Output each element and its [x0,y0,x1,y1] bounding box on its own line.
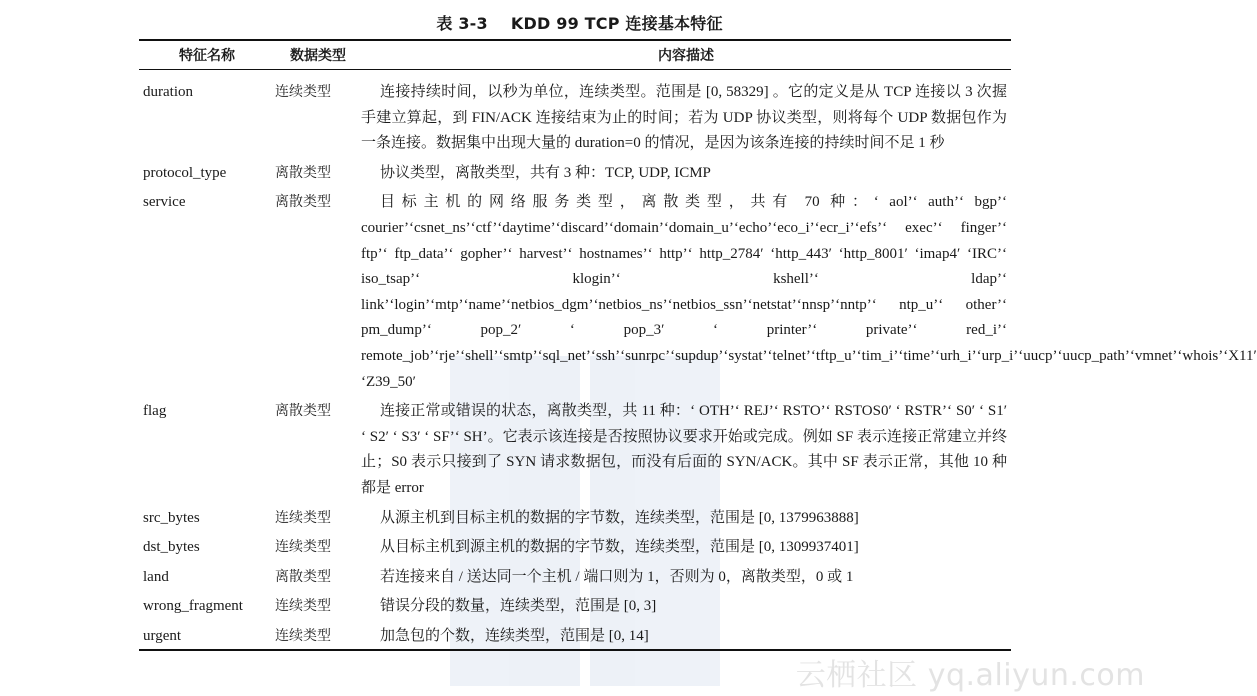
feature-name-cell: land [143,568,169,585]
description-cell [361,70,1011,157]
description-text: 协议类型，离散类型，共有 3 种：TCP, UDP, ICMP [380,164,711,181]
table-row [139,186,1011,395]
site-watermark: 云栖社区 yq.aliyun.com [795,658,1145,693]
table-row [139,561,1011,591]
data-type-cell: 离散类型 [275,568,331,585]
feature-name-cell: src_bytes [143,509,200,526]
table-row [139,395,1011,501]
header-feature-name: 特征名称 [179,48,235,64]
data-type-cell: 连续类型 [275,84,331,100]
data-type-cell: 连续类型 [275,509,331,526]
description-text: 若连接来自 / 送达同一个主机 / 端口则为 1，否则为 0，离散类型，0 或 1 [380,568,854,585]
description-text: 连接正常或错误的状态，离散类型，共 11 种：‘ OTH’‘ REJ’‘ RSTO’‘ RSTOS0′ ‘ RSTR’‘ S0′ ‘ S1′ ‘ S2′ ‘ S3′ ‘ SF’‘ SH’。它表示该连接是否按照协议要求开始或完成。例如 SF 表示连接正常建立并终止；S0 表示只接到了 SYN 请求数据包，而没有后面的 SYN/ACK。其中 SF 表示正常，其他 10 种都是 error [361,403,1007,496]
feature-name-cell: wrong_fragment [143,598,243,615]
data-type-cell: 连续类型 [275,627,331,644]
data-type-cell: 连续类型 [275,598,331,615]
feature-table-container [139,39,1257,651]
description-text: 错误分段的数量，连续类型，范围是 [0, 3] [380,598,657,615]
data-type-cell: 离散类型 [275,403,331,420]
description-cell [361,395,1011,501]
table-row [139,531,1011,561]
description-cell [361,561,1011,591]
header-description: 内容描述 [658,48,714,64]
feature-name-cell: urgent [143,627,182,644]
feature-name-cell: duration [143,84,193,100]
description-text: 从源主机到目标主机的数据的字节数，连续类型，范围是 [0, 1379963888] [380,509,859,526]
description-text: 从目标主机到源主机的数据的字节数，连续类型，范围是 [0, 1309937401] [380,539,859,556]
description-cell [361,502,1011,532]
feature-name-cell: flag [143,403,167,420]
table-header-row [139,40,1011,70]
description-cell [361,590,1011,620]
description-cell [361,620,1011,651]
feature-name-cell: dst_bytes [143,539,200,556]
feature-table [139,39,1257,651]
description-cell [361,157,1011,187]
table-row [139,70,1011,157]
table-row [139,620,1011,651]
table-row [139,502,1011,532]
data-type-cell: 连续类型 [275,539,331,556]
description-cell [361,531,1011,561]
feature-name-cell: protocol_type [143,164,227,181]
header-data-type: 数据类型 [290,48,346,64]
description-text: 连接持续时间，以秒为单位，连续类型。范围是 [0, 58329] 。它的定义是从 TCP 连接以 3 次握手建立算起，到 FIN/ACK 连接结束为止的时间；若为 UDP 协议类型，则将每个 UDP 数据包作为一条连接。数据集中出现大量的 duration=0 的情况，是因为该条连接的持续时间不足 1 秒 [361,84,1007,152]
description-text: 目标主机的网络服务类型，离散类型，共有 70 种：‘ aol’‘ auth’‘ bgp’‘ courier’‘csnet_ns’‘ctf’‘daytime’‘discard’‘domain’‘domain_u’‘echo’‘eco_i’‘ecr_i’‘efs’‘ exec’‘ finger’‘ ftp’‘ ftp_data’‘ gopher’‘ harvest’‘ hostnames’‘ http’‘ http_2784′ ‘http_443′ ‘http_8001′ ‘imap4′ ‘IRC’‘ iso_tsap’‘ klogin’‘ kshell’‘ ldap’‘ link’‘login’‘mtp’‘name’‘netbios_dgm’‘netbios_ns’‘netbios_ssn’‘netstat’‘nnsp’‘nntp’‘ ntp_u’‘ other’‘ pm_dump’‘ pop_2′ ‘ pop_3′ ‘ printer’‘ private’‘ red_i’‘ remote_job’‘rje’‘shell’‘smtp’‘sql_net’‘ssh’‘sunrpc’‘supdup’‘systat’‘telnet’‘tftp_u’‘tim_i’‘time’‘urh_i’‘urp_i’‘uucp’‘uucp_path’‘vmnet’‘whois’‘X11′ ‘Z39_50′ [361,194,1257,390]
data-type-cell: 离散类型 [275,164,331,181]
table-row [139,590,1011,620]
description-cell [361,186,1257,395]
data-type-cell: 离散类型 [275,194,331,211]
table-row [139,157,1011,187]
table-caption: 表 3-3 KDD 99 TCP 连接基本特征 [436,14,723,33]
description-text: 加急包的个数，连续类型，范围是 [0, 14] [380,627,649,644]
feature-name-cell: service [143,194,186,211]
